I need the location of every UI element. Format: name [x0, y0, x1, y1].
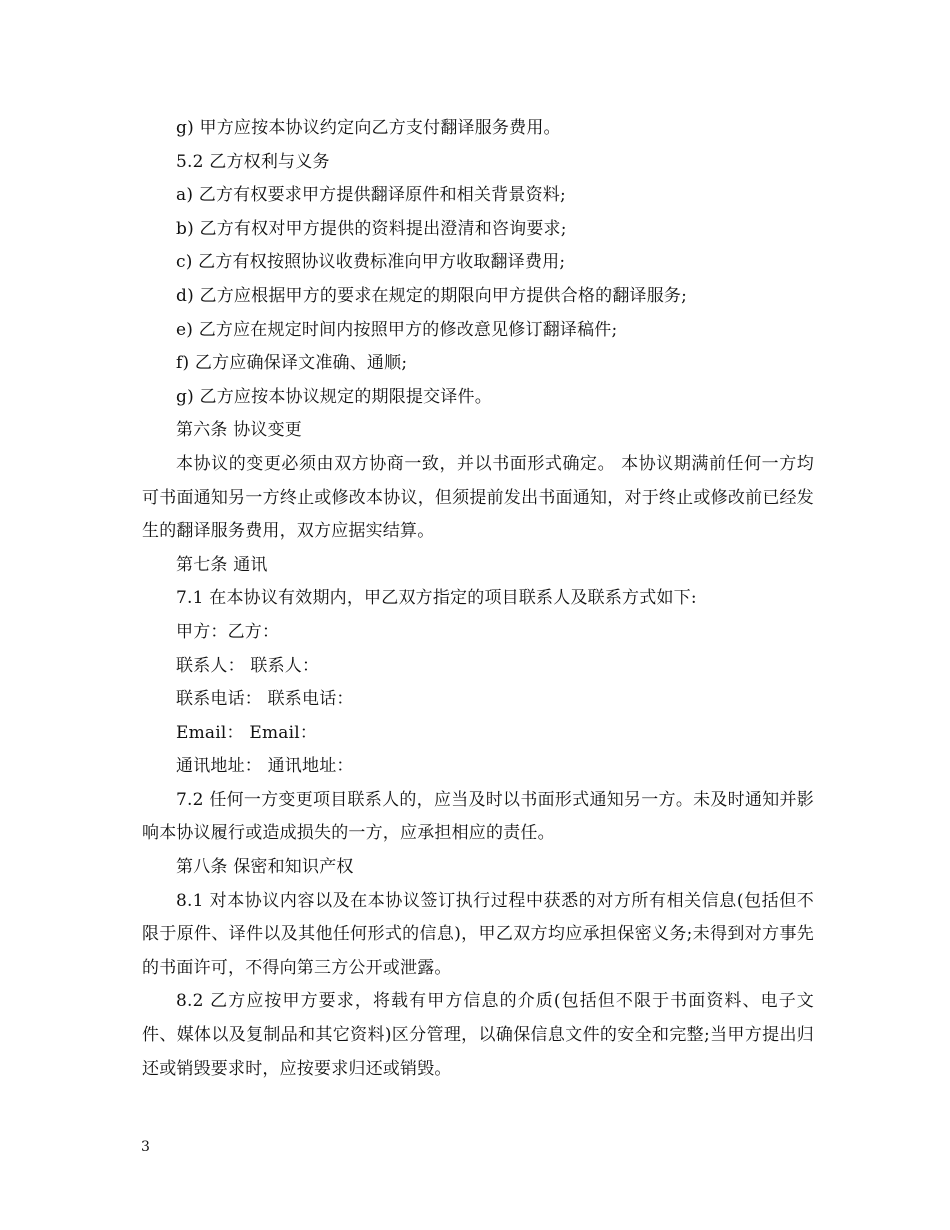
- email-labels: Email： Email：: [176, 722, 318, 743]
- article-6-heading: 第六条 协议变更: [176, 420, 303, 441]
- clause-5-2-a: a) 乙方有权要求甲方提供翻译原件和相关背景资料;: [176, 185, 566, 206]
- article-7-heading: 第七条 通讯: [176, 554, 268, 575]
- document-body: [142, 112, 814, 1086]
- clause-8-2-paragraph: 8.2 乙方应按甲方要求，将载有甲方信息的介质(包括但不限于书面资料、电子文件、媒体以及复制品和其它资料)区分管理，以确保信息文件的安全和完整;当甲方提出归还或销毁要求时，应按要求归还或销毁。: [142, 991, 814, 1079]
- article-8-heading: 第八条 保密和知识产权: [176, 857, 354, 878]
- clause-5-1-g: g) 甲方应按本协议约定向乙方支付翻译服务费用。: [176, 118, 561, 138]
- section-5-2-heading: 5.2 乙方权利与义务: [176, 151, 330, 172]
- clause-7-2-paragraph: 7.2 任何一方变更项目联系人的，应当及时以书面形式通知另一方。未及时通知并影响本协议履行或造成损失的一方，应承担相应的责任。: [142, 789, 814, 844]
- page-number: 3: [141, 1139, 150, 1155]
- clause-5-2-c: c) 乙方有权按照协议收费标准向甲方收取翻译费用;: [176, 252, 566, 273]
- clause-5-2-d: d) 乙方应根据甲方的要求在规定的期限向甲方提供合格的翻译服务;: [176, 285, 688, 306]
- clause-5-2-b: b) 乙方有权对甲方提供的资料提出澄清和咨询要求;: [176, 218, 567, 239]
- address-labels: 通讯地址： 通讯地址：: [176, 756, 354, 777]
- article-6-paragraph: 本协议的变更必须由双方协商一致，并以书面形式确定。 本协议期满前任何一方均可书面通知另一方终止或修改本协议，但须提前发出书面通知，对于终止或修改前已经发生的翻译服务费用，双方应据实结算。: [142, 453, 814, 542]
- party-labels: 甲方：乙方：: [176, 621, 280, 642]
- contact-person-labels: 联系人： 联系人：: [176, 655, 320, 676]
- clause-5-2-g: g) 乙方应按本协议规定的期限提交译件。: [176, 386, 492, 407]
- clause-7-1: 7.1 在本协议有效期内，甲乙双方指定的项目联系人及联系方式如下:: [176, 588, 697, 609]
- contact-phone-labels: 联系电话： 联系电话：: [176, 689, 354, 710]
- clause-8-1-paragraph: 8.1 对本协议内容以及在本协议签订执行过程中获悉的对方所有相关信息(包括但不限于原件、译件以及其他任何形式的信息)，甲乙双方均应承担保密义务;未得到对方事先的书面许可，不得向第三方公开或泄露。: [142, 890, 814, 978]
- clause-5-2-e: e) 乙方应在规定时间内按照甲方的修改意见修订翻译稿件;: [176, 319, 618, 340]
- clause-5-2-f: f) 乙方应确保译文准确、通顺;: [176, 353, 408, 374]
